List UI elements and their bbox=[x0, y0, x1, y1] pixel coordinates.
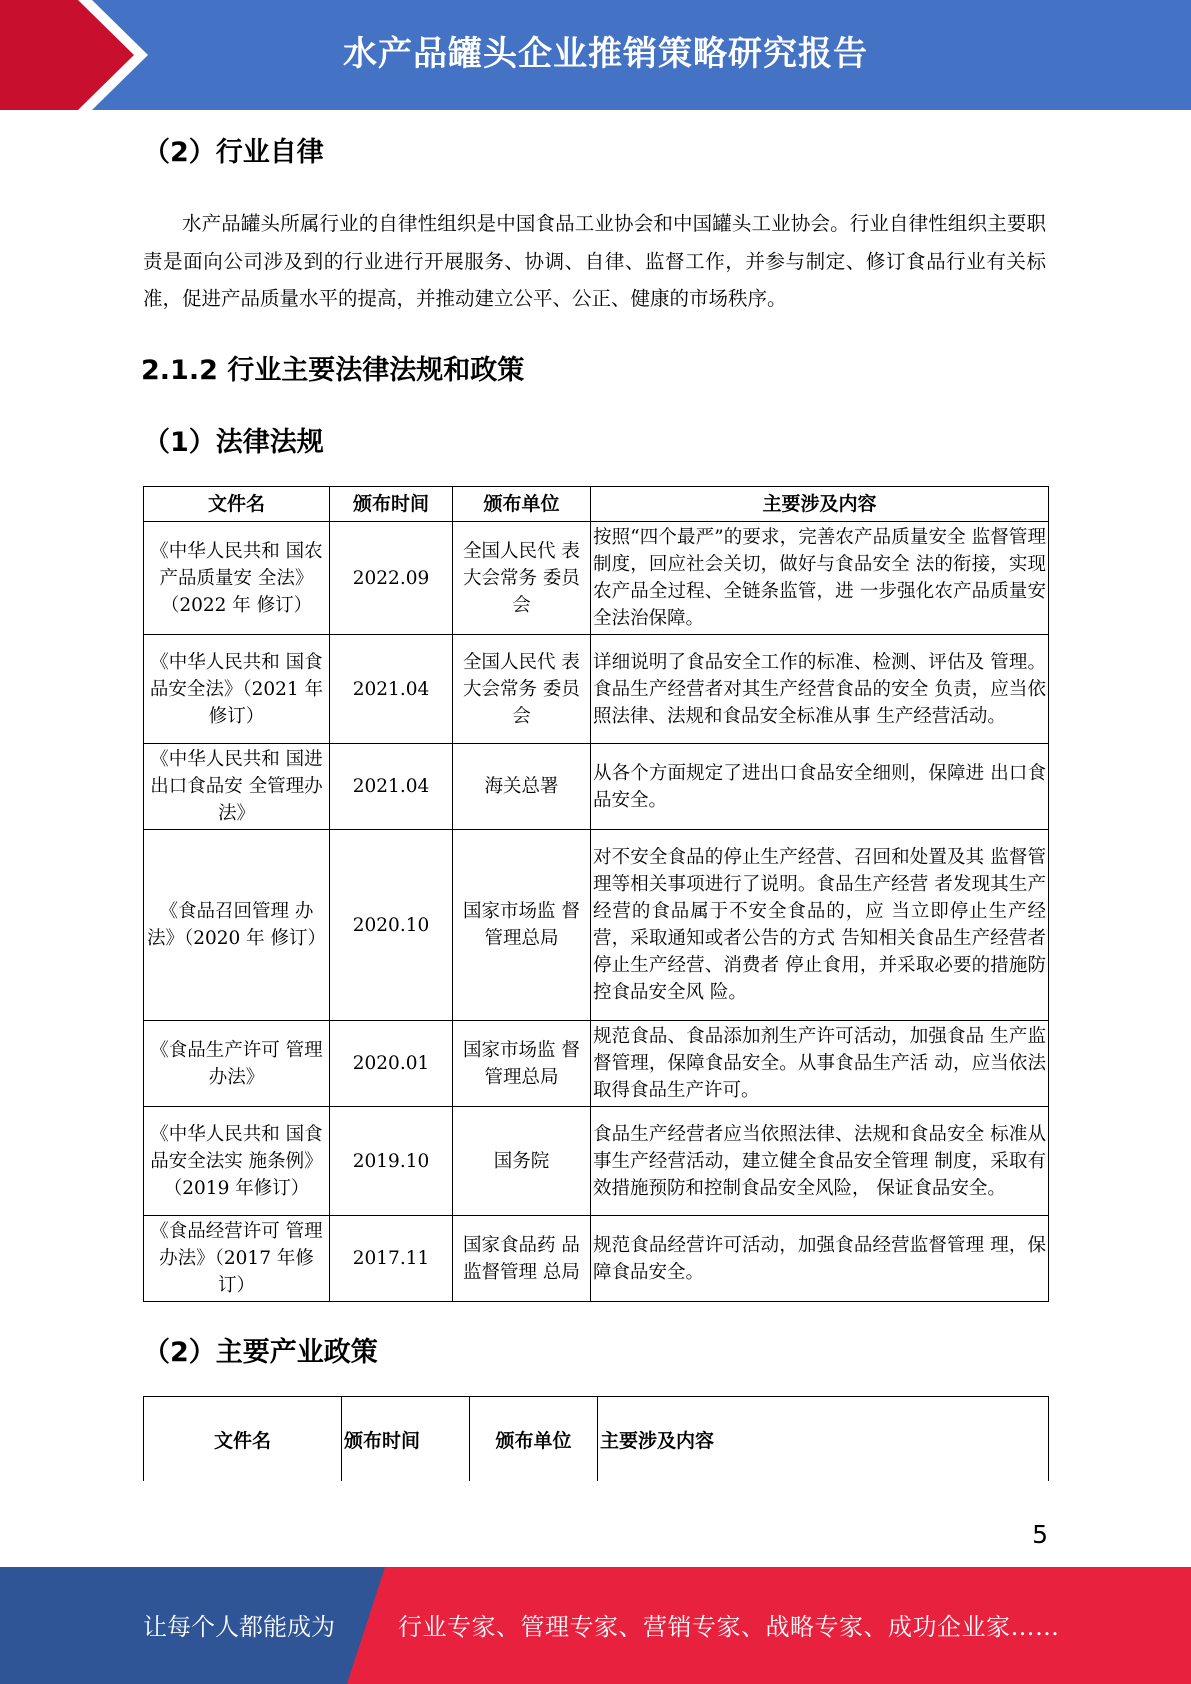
col-header-date: 颁布时间 bbox=[330, 487, 453, 522]
cell-name: 《食品生产许可 管理办法》 bbox=[144, 1021, 330, 1107]
page-header bbox=[0, 0, 1191, 110]
policy-col-date: 颁布时间 bbox=[342, 1397, 470, 1482]
cell-name: 《中华人民共和 国食品安全法》（2021 年修订） bbox=[144, 635, 330, 744]
footer-slogan-right: 行业专家、管理专家、营销专家、战略专家、成功企业家…… bbox=[398, 1613, 1060, 1641]
cell-content: 按照“四个最严”的要求，完善农产品质量安全 监督管理制度，回应社会关切，做好与食品安全 法的衔接，实现农产品全过程、全链条监管，进 一步强化农产品质量安全法治保障。 bbox=[591, 522, 1049, 635]
cell-issuer: 国家市场监 督管理总局 bbox=[453, 830, 591, 1021]
footer-slogan-left: 让每个人都能成为 bbox=[143, 1613, 335, 1641]
cell-date: 2017.11 bbox=[330, 1216, 453, 1302]
cell-issuer: 全国人民代 表大会常务 委员会 bbox=[453, 635, 591, 744]
cell-issuer: 海关总署 bbox=[453, 744, 591, 830]
cell-content: 从各个方面规定了进出口食品安全细则，保障进 出口食品安全。 bbox=[591, 744, 1049, 830]
col-header-issuer: 颁布单位 bbox=[453, 487, 591, 522]
table-row bbox=[144, 635, 1049, 744]
cell-name: 《中华人民共和 国进出口食品安 全管理办法》 bbox=[144, 744, 330, 830]
cell-name: 《食品经营许可 管理办法》（2017 年修订） bbox=[144, 1216, 330, 1302]
cell-name: 《中华人民共和 国农产品质量安 全法》（2022 年 修订） bbox=[144, 522, 330, 635]
paragraph-text: 水产品罐头所属行业的自律性组织是中国食品工业协会和中国罐头工业协会。行业自律性组织主要职责是面向公司涉及到的行业进行开展服务、协调、自律、监督工作，并参与制定、修订食品行业有关标准，促进产品质量水平的提高，并推动建立公平、公正、健康的市场秩序。 bbox=[143, 212, 1046, 310]
cell-name: 《中华人民共和 国食品安全法实 施条例》（2019 年修订） bbox=[144, 1107, 330, 1216]
cell-date: 2022.09 bbox=[330, 522, 453, 635]
table-row bbox=[144, 1021, 1049, 1107]
heading-laws: （1）法律法规 bbox=[143, 427, 324, 458]
cell-issuer: 全国人民代 表大会常务 委员会 bbox=[453, 522, 591, 635]
policy-col-issuer: 颁布单位 bbox=[470, 1397, 598, 1482]
cell-content: 规范食品经营许可活动，加强食品经营监督管理 理，保障食品安全。 bbox=[591, 1216, 1049, 1302]
page-footer bbox=[0, 1567, 1191, 1684]
laws-table bbox=[143, 486, 1049, 1302]
heading-self-discipline: （2）行业自律 bbox=[143, 137, 324, 168]
table-row bbox=[144, 744, 1049, 830]
heading-industry-policy: （2）主要产业政策 bbox=[143, 1337, 378, 1368]
cell-name: 《食品召回管理 办法》（2020 年 修订） bbox=[144, 830, 330, 1021]
self-discipline-paragraph bbox=[143, 205, 1046, 318]
table-row bbox=[144, 1216, 1049, 1302]
col-header-content: 主要涉及内容 bbox=[591, 487, 1049, 522]
heading-laws-policies: 2.1.2 行业主要法律法规和政策 bbox=[141, 355, 525, 386]
cell-issuer: 国家食品药 品监督管理 总局 bbox=[453, 1216, 591, 1302]
cell-content: 详细说明了食品安全工作的标准、检测、评估及 管理。食品生产经营者对其生产经营食品的安全 负责，应当依照法律、法规和食品安全标准从事 生产经营活动。 bbox=[591, 635, 1049, 744]
table-row bbox=[144, 522, 1049, 635]
cell-content: 对不安全食品的停止生产经营、召回和处置及其 监督管理等相关事项进行了说明。食品生产经营 者发现其生产经营的食品属于不安全食品的，应 当立即停止生产经营，采取通知或者公告的方式 告知相关食品生产经营者停止生产经营、消费者 停止食用，并采取必要的措施防控食品安全风 险。 bbox=[591, 830, 1049, 1021]
table-row bbox=[144, 830, 1049, 1021]
col-header-name: 文件名 bbox=[144, 487, 330, 522]
table-header-row bbox=[144, 487, 1049, 522]
table-row bbox=[144, 1107, 1049, 1216]
page-number: 5 bbox=[1032, 1520, 1048, 1549]
cell-date: 2021.04 bbox=[330, 635, 453, 744]
policy-table bbox=[143, 1396, 1049, 1481]
cell-issuer: 国家市场监 督管理总局 bbox=[453, 1021, 591, 1107]
cell-issuer: 国务院 bbox=[453, 1107, 591, 1216]
policy-col-content: 主要涉及内容 bbox=[598, 1397, 1049, 1482]
report-title: 水产品罐头企业推销策略研究报告 bbox=[343, 34, 868, 74]
cell-date: 2020.10 bbox=[330, 830, 453, 1021]
cell-date: 2019.10 bbox=[330, 1107, 453, 1216]
cell-content: 规范食品、食品添加剂生产许可活动，加强食品 生产监督管理，保障食品安全。从事食品生产活 动，应当依法取得食品生产许可。 bbox=[591, 1021, 1049, 1107]
policy-col-name: 文件名 bbox=[144, 1397, 342, 1482]
policy-header-row bbox=[144, 1397, 1049, 1482]
cell-date: 2020.01 bbox=[330, 1021, 453, 1107]
cell-content: 食品生产经营者应当依照法律、法规和食品安全 标准从事生产经营活动，建立健全食品安全管理 制度，采取有效措施预防和控制食品安全风险， 保证食品安全。 bbox=[591, 1107, 1049, 1216]
cell-date: 2021.04 bbox=[330, 744, 453, 830]
